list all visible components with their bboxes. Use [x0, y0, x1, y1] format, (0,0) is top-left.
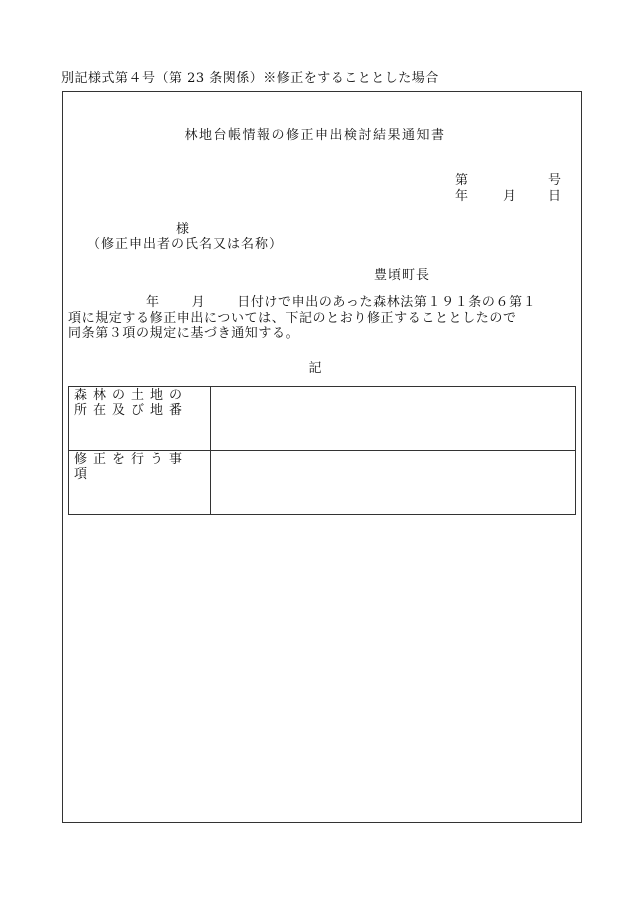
table-row	[69, 451, 576, 515]
body-line-1-rest: 日付けで申出のあった森林法第１９１条の６第１	[237, 295, 537, 310]
date-year: 年	[455, 189, 469, 204]
addressee-note: （修正申出者の氏名又は名称）	[87, 237, 284, 252]
body-line-1	[68, 295, 588, 311]
document-title: 林地台帳情報の修正申出検討結果通知書	[184, 128, 446, 143]
correction-items-label: 修正を行う事項	[69, 451, 211, 515]
form-caption: 別記様式第４号（第 23 条関係）※修正をすることとした場合	[61, 71, 439, 86]
body-line-3: 同条第３項の規定に基づき通知する。	[68, 326, 300, 341]
forest-location-value[interactable]	[211, 387, 576, 451]
correction-items-value[interactable]	[211, 451, 576, 515]
reference-go: 号	[548, 173, 562, 188]
forest-location-label-line1: 森林の土地の	[74, 388, 189, 403]
body-month: 月	[191, 295, 206, 310]
notice-body	[68, 295, 588, 342]
date-month: 月	[503, 189, 517, 204]
forest-location-label-line2: 所在及び地番	[74, 403, 189, 418]
forest-location-label	[69, 387, 211, 451]
date-day: 日	[548, 189, 562, 204]
details-table	[68, 386, 576, 515]
addressee-sama: 様	[176, 222, 190, 237]
body-year: 年	[146, 295, 160, 310]
reference-dai: 第	[455, 173, 469, 188]
body-line-2: 項に規定する修正申出については、下記のとおり修正することとしたので	[68, 310, 517, 326]
issuer-name: 豊頃町長	[374, 268, 431, 283]
table-row	[69, 387, 576, 451]
ki-heading: 記	[308, 361, 322, 376]
